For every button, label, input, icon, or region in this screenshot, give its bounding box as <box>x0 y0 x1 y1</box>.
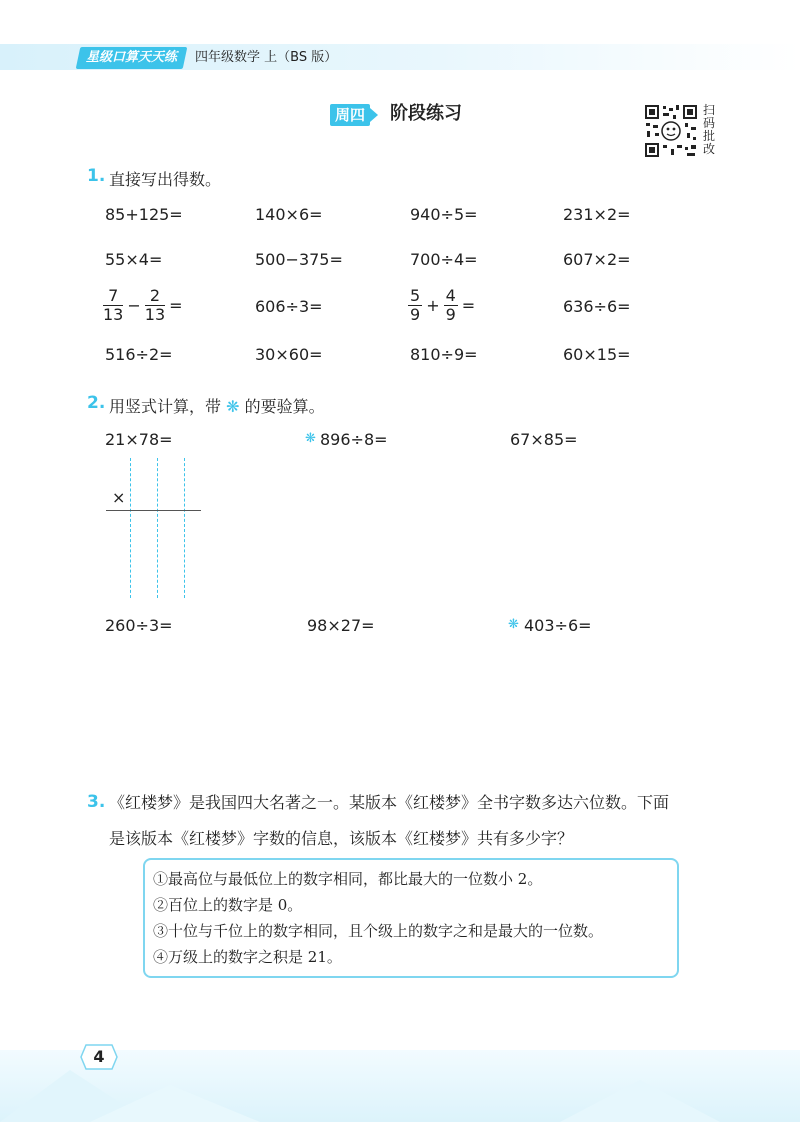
q2-item: 98×27= <box>307 616 375 635</box>
column-guide-line <box>184 458 185 598</box>
q2-item: 403÷6= <box>524 616 592 635</box>
star-icon: ❋ <box>226 397 240 416</box>
column-guide-line <box>130 458 131 598</box>
q1-item: 55×4= <box>105 250 163 269</box>
q1-item: 500−375= <box>255 250 343 269</box>
day-tag: 周四 <box>330 104 370 126</box>
q1-item: 231×2= <box>563 205 631 224</box>
q2-item: 260÷3= <box>105 616 173 635</box>
clue-line: ④万级上的数字之积是 21。 <box>153 948 342 966</box>
q1-prompt: 直接写出得数。 <box>109 170 222 189</box>
q2-item: 896÷8= <box>320 430 388 449</box>
multiply-sign: × <box>112 488 126 507</box>
q3-text-line-2: 是该版本《红楼梦》字数的信息，该版本《红楼梦》共有多少字？ <box>109 829 574 848</box>
subject-label: 四年级数学 上（BS 版） <box>195 50 338 65</box>
fraction: $\frac{4}{9}$ <box>445 286 456 324</box>
tag-arrow-icon <box>370 108 378 122</box>
fraction: $\frac{2}{13}$ <box>144 286 166 324</box>
q1-item: 516÷2= <box>105 345 173 364</box>
q1-item: 607×2= <box>563 250 631 269</box>
calc-divider-line <box>106 510 201 511</box>
fraction: $\frac{5}{9}$ <box>410 286 421 324</box>
scan-correct-label: 扫码批改 <box>703 103 716 156</box>
q1-item: 85+125= <box>105 205 183 224</box>
q1-item: 636÷6= <box>563 297 631 316</box>
q2-item: 67×85= <box>510 430 578 449</box>
q1-item: 140×6= <box>255 205 323 224</box>
q1-item: 810÷9= <box>410 345 478 364</box>
q2-prompt: 用竖式计算，带 ❋ 的要验算。 <box>109 397 325 416</box>
q1-fraction-expr-1: $\frac{7}{13}$ − $\frac{2}{13}$ = <box>103 286 183 324</box>
q1-item: 940÷5= <box>410 205 478 224</box>
clue-line: ②百位上的数字是 0。 <box>153 896 303 914</box>
star-icon: ❋ <box>508 617 519 632</box>
q2-number: 2. <box>87 393 106 413</box>
footer-mountains-decoration <box>0 1040 800 1122</box>
q3-text-line-1: 《红楼梦》是我国四大名著之一。某版本《红楼梦》全书字数多达六位数。下面 <box>109 793 670 812</box>
q1-item: 700÷4= <box>410 250 478 269</box>
q1-item: 60×15= <box>563 345 631 364</box>
q1-item: 606÷3= <box>255 297 323 316</box>
page-number: 4 <box>93 1047 105 1066</box>
fraction: $\frac{7}{13}$ <box>103 286 124 324</box>
qr-code-icon[interactable] <box>643 103 699 159</box>
clue-line: ③十位与千位上的数字相同，且个级上的数字之和是最大的一位数。 <box>153 922 604 940</box>
q2-item: 21×78= <box>105 430 173 449</box>
brand-text: 星级口算天天练 <box>86 50 178 65</box>
brand-badge <box>76 47 188 69</box>
column-guide-line <box>157 458 158 598</box>
star-icon: ❋ <box>305 431 316 446</box>
page-title: 阶段练习 <box>390 103 462 124</box>
q1-fraction-expr-2: $\frac{5}{9}$ + $\frac{4}{9}$ = <box>410 286 476 324</box>
clue-line: ①最高位与最低位上的数字相同，都比最大的一位数小 2。 <box>153 870 543 888</box>
q1-number: 1. <box>87 166 106 186</box>
q3-number: 3. <box>87 792 106 812</box>
q1-item: 30×60= <box>255 345 323 364</box>
